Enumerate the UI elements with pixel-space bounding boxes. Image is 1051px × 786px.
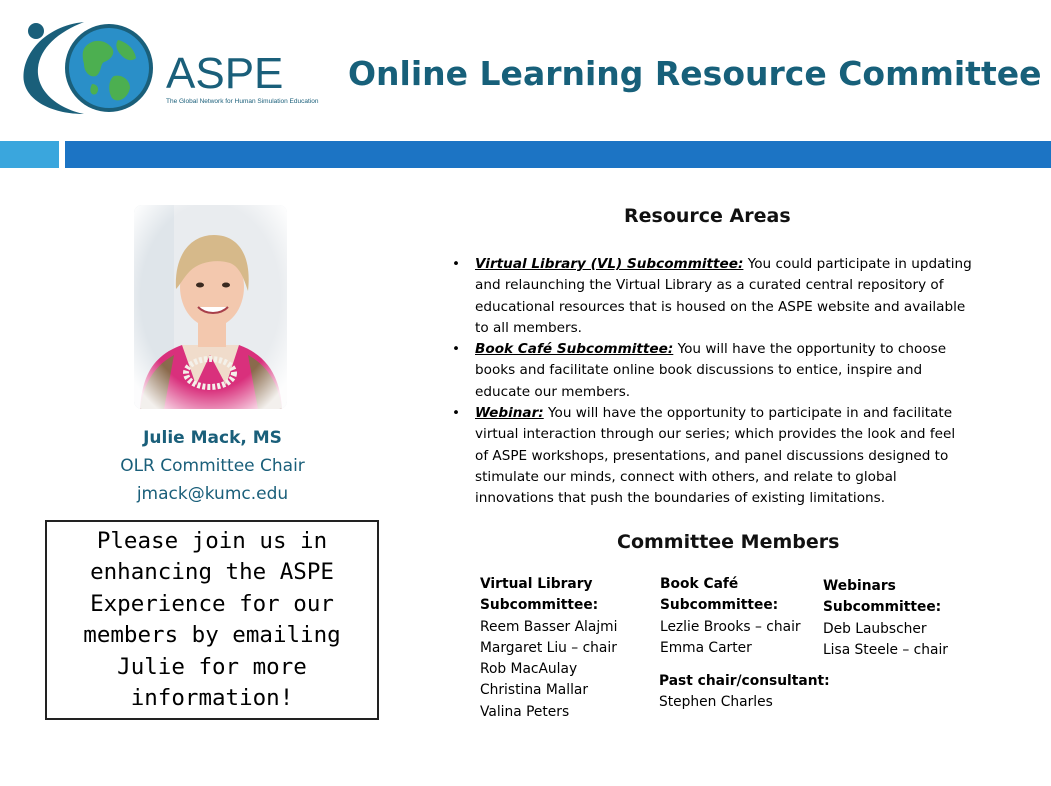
globe-person-icon xyxy=(14,18,164,118)
bc-heading-1: Book Café xyxy=(660,576,739,592)
area-text: You will have the opportunity to participate in and facilitate virtual interaction through our series; which provides the look and feel of ASPE workshops, presentations, and panel discussions designed to stimulate our minds, connect with others, and relate to global innovations that push the boundaries of existing limitations. xyxy=(475,405,956,507)
member-name: Lezlie Brooks – chair xyxy=(660,618,801,635)
chair-name: Julie Mack, MS xyxy=(143,428,282,448)
logo-name: ASPE xyxy=(166,49,284,98)
web-heading-1: Webinars xyxy=(823,578,896,594)
area-term: Virtual Library (VL) Subcommittee: xyxy=(475,256,744,272)
join-message: Please join us in enhancing the ASPE Experience for our members by emailing Julie for more information! xyxy=(83,527,341,711)
area-text: You could participate in updating and relaunching the Virtual Library as a curated central repository of educational resources that is housed on the ASPE website and available to all members. xyxy=(475,256,972,336)
vl-heading-2: Subcommittee: xyxy=(480,597,599,614)
past-chair-heading: Past chair/consultant: xyxy=(659,673,830,689)
bc-heading-2: Subcommittee: xyxy=(660,597,779,614)
page-title: Online Learning Resource Committee xyxy=(348,54,1042,93)
committee-members-heading: Committee Members xyxy=(617,531,840,553)
list-item xyxy=(452,254,972,339)
chair-portrait xyxy=(134,205,287,409)
member-name: Rob MacAulay xyxy=(480,661,578,678)
member-name: Reem Basser Alajmi xyxy=(480,618,618,635)
area-term: Webinar: xyxy=(475,405,544,422)
member-name: Deb Laubscher xyxy=(823,620,927,637)
join-callout xyxy=(45,520,379,720)
vl-members xyxy=(480,574,617,723)
aspe-logo xyxy=(14,18,319,118)
chair-role: OLR Committee Chair xyxy=(120,456,305,476)
member-name: Lisa Steele – chair xyxy=(823,641,948,658)
area-text: You will have the opportunity to choose books and facilitate online book discussions to entice, inspire and educate our members. xyxy=(475,341,947,400)
member-name: Christina Mallar xyxy=(480,682,589,699)
member-name: Margaret Liu – chair xyxy=(480,639,617,656)
webinar-members xyxy=(823,576,948,661)
member-name: Emma Carter xyxy=(660,639,752,656)
list-item xyxy=(452,339,972,403)
list-item xyxy=(452,403,972,509)
web-heading-2: Subcommittee: xyxy=(823,599,942,616)
header-band-accent xyxy=(0,141,59,168)
chair-email: jmack@kumc.edu xyxy=(136,484,289,504)
vl-heading-1: Virtual Library xyxy=(480,576,593,592)
area-term: Book Café Subcommittee: xyxy=(475,341,674,358)
header-band xyxy=(65,141,1051,168)
member-name: Valina Peters xyxy=(480,703,570,720)
logo-tagline: The Global Network for Human Simulation Education xyxy=(166,98,319,105)
book-cafe-members xyxy=(660,574,801,659)
member-name: Stephen Charles xyxy=(659,694,773,711)
past-chair xyxy=(659,671,830,714)
person-photo-icon xyxy=(134,205,287,409)
chair-info xyxy=(90,424,335,508)
resource-areas-heading: Resource Areas xyxy=(624,205,791,227)
resource-areas-list xyxy=(452,254,972,510)
